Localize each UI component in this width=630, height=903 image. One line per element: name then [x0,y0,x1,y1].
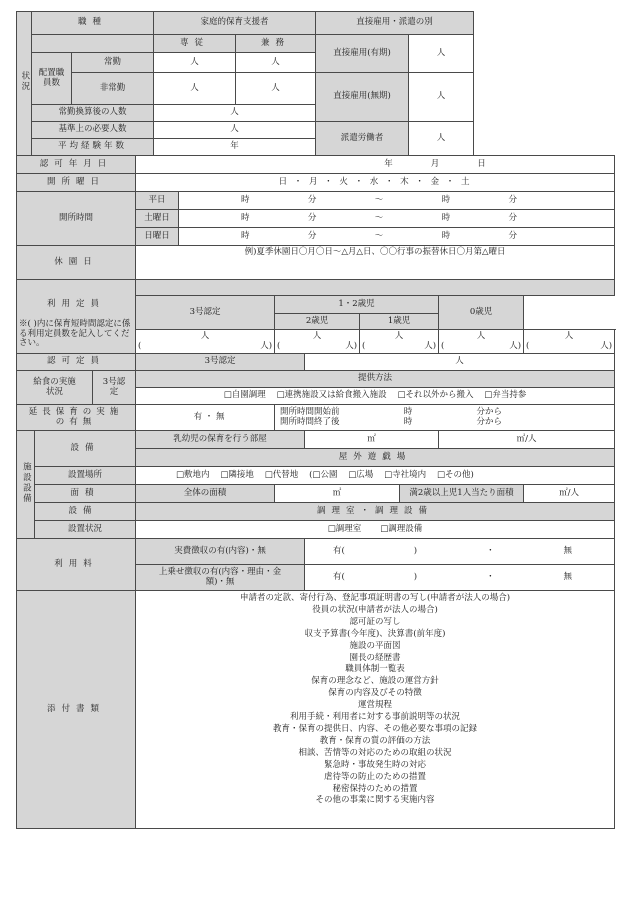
kyushoku-option-jien[interactable]: □自園調理 [223,390,266,401]
kijun-label: 基準上の必要人数 [32,122,154,139]
haken-value[interactable]: 人 [409,122,474,156]
tenpu-item: 教育・保育の質の評価の方法 [319,735,431,746]
tenpu-item: 緊急時・事故発生時の対応 [324,759,427,770]
jokin-senju[interactable]: 人 [154,53,236,73]
menseki-label: 面積 [35,485,136,503]
okugai-header: 屋外遊戯場 [136,449,615,467]
blank-area [474,12,615,156]
main-form-table [16,155,615,829]
hours-weekday[interactable]: 時 分 〜 時 分 [179,192,615,210]
haken-label: 派遣労働者 [316,122,409,156]
jokyo-choorishitsu[interactable]: □調理室 [327,523,362,534]
heikin-value[interactable]: 年 [154,139,316,156]
basho-koen[interactable]: (□公園 [309,469,338,480]
status-label: 状況 [17,12,32,156]
ninka-date-label: 認可年月日 [17,156,136,174]
tenpu-item: 教育・保育の提供日、内容、その他必要な事項の記録 [273,723,478,734]
uwanose-label: 上乗せ徴収の有(内容・理由・金額)・無 [136,565,305,591]
kyushoku-option-renkei[interactable]: □連携施設又は給食搬入施設 [276,390,387,401]
nyuji-label: 乳幼児の保育を行う部屋 [136,431,305,449]
blank-cell [32,35,154,53]
application-form [16,11,615,829]
shisetsu-setsubi: 設備 [35,431,136,467]
tenpu-item: 保育の内容及びその特徴 [328,688,422,699]
tenpu-item: その他の事業に関する実施内容 [315,795,435,806]
jokin-kenmu[interactable]: 人 [236,53,316,73]
hours-day-saturday: 土曜日 [136,210,179,228]
yuki-value[interactable]: 人 [409,35,474,73]
teiin-value-go3[interactable]: 人 ( 人) [136,330,275,354]
uwanose-value[interactable]: 有( ) ・ 無 [305,565,615,591]
tenpu-item: 保育の理念など、施設の運営方針 [311,676,439,687]
kenmu-header: 兼務 [236,35,316,53]
yuki-label: 直接雇用(有期) [316,35,409,73]
hours-sunday[interactable]: 時 分 〜 時 分 [179,228,615,246]
tenpu-item: 認可証の写し [349,616,401,627]
hijokin-label: 非常勤 [72,73,154,105]
encho-label: 延長保育の実施の有無 [17,405,136,431]
teiin-value-age0[interactable]: 人 ( 人) [524,330,615,354]
chouri-setsubi-label: 設備 [35,503,136,521]
kyushoku-option-bento[interactable]: □弁当持参 [484,390,527,401]
tenpu-item: 秘密保持のための措置 [332,783,418,794]
tenpu-item: 申請者の定款、寄付行為、登記事項証明書の写し(申請者が法人の場合) [239,593,511,603]
staff-status-table [16,11,615,156]
teiin-value-age1[interactable]: 人 ( 人) [439,330,524,354]
chouri-header: 調理室・調理設備 [136,503,615,521]
hours-saturday[interactable]: 時 分 〜 時 分 [179,210,615,228]
jokin-label: 常勤 [72,53,154,73]
kyuen-value[interactable]: 例)夏季休園日〇月〇日〜△月△日、〇〇行事の振替休日〇月第△曜日 [136,246,615,280]
basho-label: 設置場所 [35,467,136,485]
ninka-teiin-value[interactable]: 人 [305,354,615,371]
kyuen-label: 休園日 [17,246,136,280]
koyo-header: 直接雇用・派遣の別 [316,12,474,35]
basho-jisha[interactable]: □寺社境内 [384,469,427,480]
hours-label: 開所時間 [17,192,136,246]
tenpu-label: 添付書類 [17,591,136,829]
encho-umu[interactable]: 有 ・ 無 [136,405,275,431]
kyushoku-options[interactable] [136,388,615,405]
kyushoku-method: 提供方法 [136,371,615,388]
teiin-age1: 1歳児 [360,314,439,330]
tenpu-item: 施設の平面図 [349,640,401,651]
ninka-teiin-label: 認可定員 [17,354,136,371]
tenpu-item: 役員の状況(申請者が法人の場合) [312,604,438,615]
shokushu-header: 職種 [32,12,154,35]
kanzan-label: 常勤換算後の人数 [32,105,154,122]
jokyo-chourisetsubi[interactable]: □調理設備 [380,523,423,534]
youbi-value[interactable]: 日 ・ 月 ・ 火 ・ 水 ・ 木 ・ 金 ・ 土 [136,174,615,192]
ryokin-label: 利用料 [17,539,136,591]
tenpu-item: 園長の経歴書 [349,652,401,663]
zentai-label: 全体の面積 [136,485,275,503]
tenpu-item: 運営規程 [358,700,393,711]
man2-value[interactable]: ㎡/人 [524,485,615,503]
teiin-label: 利用定員 ※( )内に保育短時間認定に係る利用定員数を記入してください。 [17,280,136,354]
teiin-header-band [136,280,615,296]
youbi-label: 開所曜日 [17,174,136,192]
basho-rinsetsu[interactable]: □隣接地 [220,469,254,480]
teiin-go3: 3号認定 [136,296,275,330]
shisetsu-label: 施設設備 [17,431,35,539]
muki-label: 直接雇用(無期) [316,73,409,122]
kyushoku-go3: 3号認定 [93,371,136,405]
teiin-age2: 2歳児 [275,314,360,330]
tenpu-item: 収支予算書(今年度)、決算書(前年度) [304,628,446,639]
encho-times[interactable]: 開所時間開始前 時 分から 開所時間終了後 時 分から [275,405,615,431]
tenpu-list [136,591,615,829]
nyuji-area[interactable]: ㎡ [305,431,439,449]
muki-value[interactable]: 人 [409,73,474,122]
tenpu-item: 職員体制一覧表 [345,664,405,675]
tenpu-item: 相談、苦情等の対応のための取組の状況 [298,747,452,758]
teiin-value-age12[interactable]: 人 ( 人) [275,330,360,354]
jippi-value[interactable]: 有( ) ・ 無 [305,539,615,565]
nyuji-per[interactable]: ㎡/人 [439,431,615,449]
ninka-date-value[interactable]: 年 月 日 [136,156,615,174]
kijun-value[interactable]: 人 [154,122,316,139]
tenpu-item: 利用手続・利用者に対する事前説明等の状況 [290,712,461,723]
hijokin-kenmu[interactable]: 人 [236,73,316,105]
heikin-label: 平均経験年数 [32,139,154,156]
kyushoku-label: 給食の実施状況 [17,371,93,405]
basho-shikichi[interactable]: □敷地内 [176,469,210,480]
basho-sonota[interactable]: □その他) [436,469,474,480]
teiin-age12: 1・2歳児 [275,296,439,314]
jokyo-options[interactable] [136,521,615,539]
haichi-label: 配置職員数 [32,53,72,105]
zentai-value[interactable]: ㎡ [275,485,400,503]
basho-options[interactable] [136,467,615,485]
man2-label: 満2歳以上児1人当たり面積 [400,485,524,503]
basho-daitai[interactable]: □代替地 [264,469,299,480]
jokyo-label: 設置状況 [35,521,136,539]
kyushoku-option-other[interactable]: □それ以外から搬入 [397,390,474,401]
hours-day-sunday: 日曜日 [136,228,179,246]
hours-day-weekday: 平日 [136,192,179,210]
ninka-teiin-go3: 3号認定 [136,354,305,371]
senju-header: 専従 [154,35,236,53]
basho-hiroba[interactable]: □広場 [348,469,374,480]
kanzan-value[interactable]: 人 [154,105,316,122]
katei-header: 家庭的保育支援者 [154,12,316,35]
jippi-label: 実費徴収の有(内容)・無 [136,539,305,565]
tenpu-item: 虐待等の防止のための措置 [324,771,427,782]
hijokin-senju[interactable]: 人 [154,73,236,105]
teiin-age0: 0歳児 [439,296,524,330]
teiin-value-age2[interactable]: 人 ( 人) [360,330,439,354]
